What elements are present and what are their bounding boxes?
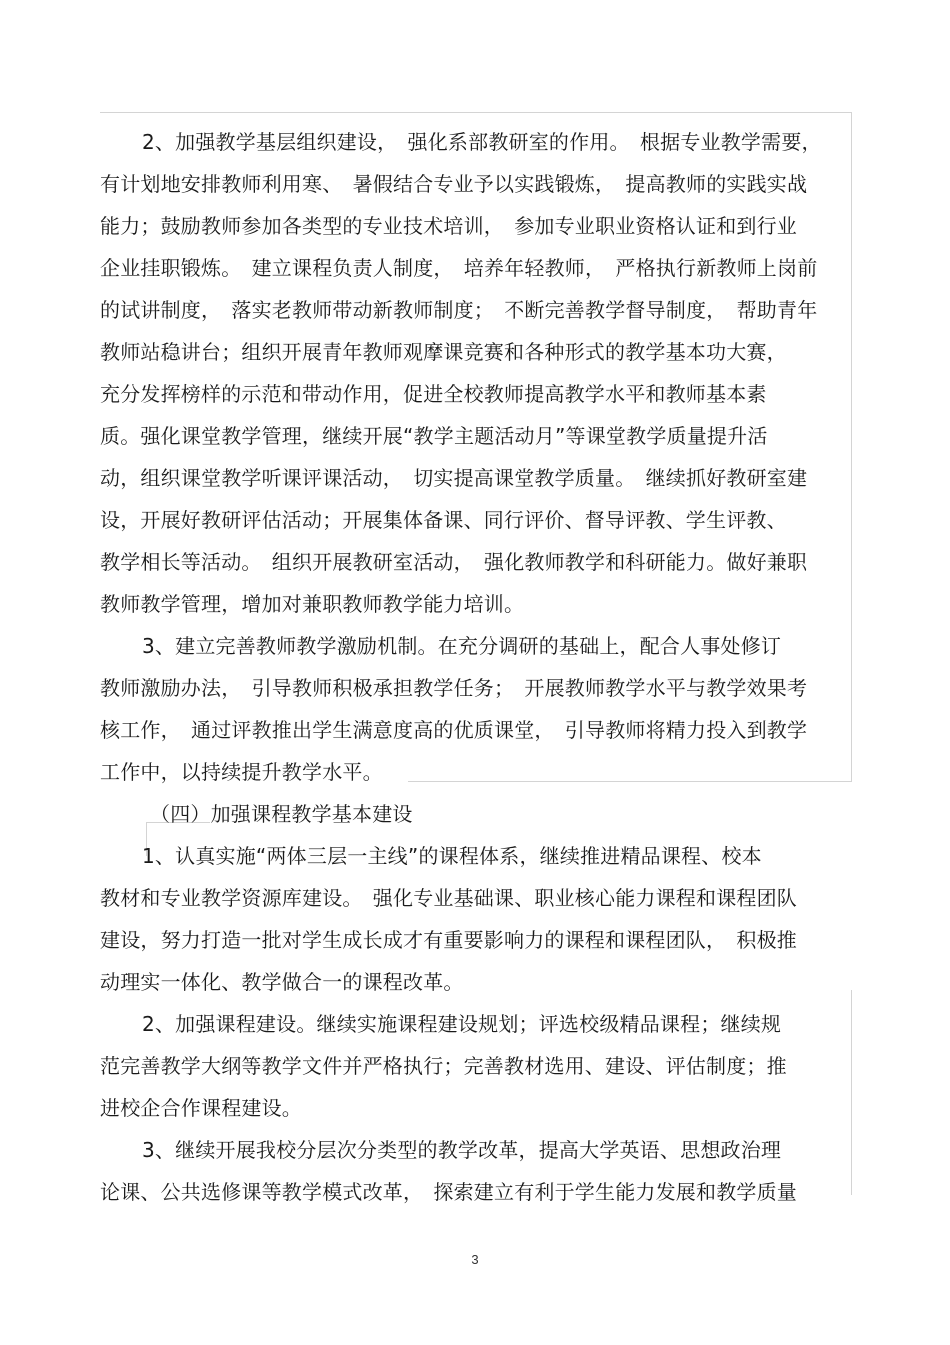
text-line-5: 的试讲制度， 落实老教师带动新教师制度； 不断完善教学督导制度， 帮助青年: [100, 298, 818, 322]
frame-line-mid: [408, 781, 852, 782]
text-line-11: 教学相长等活动。 组织开展教研室活动， 强化教师教学和科研能力。做好兼职: [100, 550, 808, 574]
text-line-1: 2、加强教学基层组织建设， 强化系部教研室的作用。 根据专业教学需要，: [142, 130, 822, 154]
text-line-4: 企业挂职锻炼。 建立课程负责人制度， 培养年轻教师， 严格执行新教师上岗前: [100, 256, 818, 280]
text-line-7: 充分发挥榜样的示范和带动作用，促进全校教师提高教学水平和教师基本素: [100, 382, 767, 406]
text-line-24: 进校企合作课程建设。: [100, 1096, 302, 1120]
text-line-8: 质。强化课堂教学管理，继续开展“教学主题活动月”等课堂教学质量提升活: [100, 424, 768, 448]
text-line-23: 范完善教学大纲等教学文件并严格执行；完善教材选用、建设、评估制度；推: [100, 1054, 787, 1078]
text-line-16: 工作中，以持续提升教学水平。: [100, 760, 383, 784]
text-line-22: 2、加强课程建设。继续实施课程建设规划；评选校级精品课程；继续规: [142, 1012, 782, 1036]
text-line-10: 设，开展好教研评估活动；开展集体备课、同行评价、督导评教、学生评教、: [100, 508, 787, 532]
text-line-9: 动，组织课堂教学听课评课活动， 切实提高课堂教学质量。 继续抓好教研室建: [100, 466, 808, 490]
text-line-18: 1、认真实施“两体三层一主线”的课程体系，继续推进精品课程、校本: [142, 844, 762, 868]
frame-line-top: [100, 112, 852, 113]
section-heading: （四）加强课程教学基本建设: [150, 802, 413, 826]
text-line-13: 3、建立完善教师教学激励机制。在充分调研的基础上，配合人事处修订: [142, 634, 782, 658]
text-line-14: 教师激励办法， 引导教师积极承担教学任务； 开展教师教学水平与教学效果考: [100, 676, 808, 700]
text-line-12: 教师教学管理，增加对兼职教师教学能力培训。: [100, 592, 525, 616]
text-line-19: 教材和专业教学资源库建设。 强化专业基础课、职业核心能力课程和课程团队: [100, 886, 797, 910]
text-line-15: 核工作， 通过评教推出学生满意度高的优质课堂， 引导教师将精力投入到教学: [100, 718, 808, 742]
text-line-2: 有计划地安排教师利用寒、 暑假结合专业予以实践锻炼， 提高教师的实践实战: [100, 172, 808, 196]
text-line-20: 建设，努力打造一批对学生成长成才有重要影响力的课程和课程团队， 积极推: [100, 928, 797, 952]
text-line-25: 3、继续开展我校分层次分类型的教学改革，提高大学英语、思想政治理: [142, 1138, 782, 1162]
text-line-26: 论课、公共选修课等教学模式改革， 探索建立有利于学生能力发展和教学质量: [100, 1180, 797, 1204]
text-line-21: 动理实一体化、教学做合一的课程改革。: [100, 970, 464, 994]
page-number: 3: [471, 1252, 479, 1267]
frame-line-right-lower: [851, 990, 852, 1195]
text-line-6: 教师站稳讲台；组织开展青年教师观摩课竞赛和各种形式的教学基本功大赛，: [100, 340, 787, 364]
text-line-3: 能力；鼓励教师参加各类型的专业技术培训， 参加专业职业资格认证和到行业: [100, 214, 797, 238]
frame-line-right-upper: [851, 112, 852, 782]
